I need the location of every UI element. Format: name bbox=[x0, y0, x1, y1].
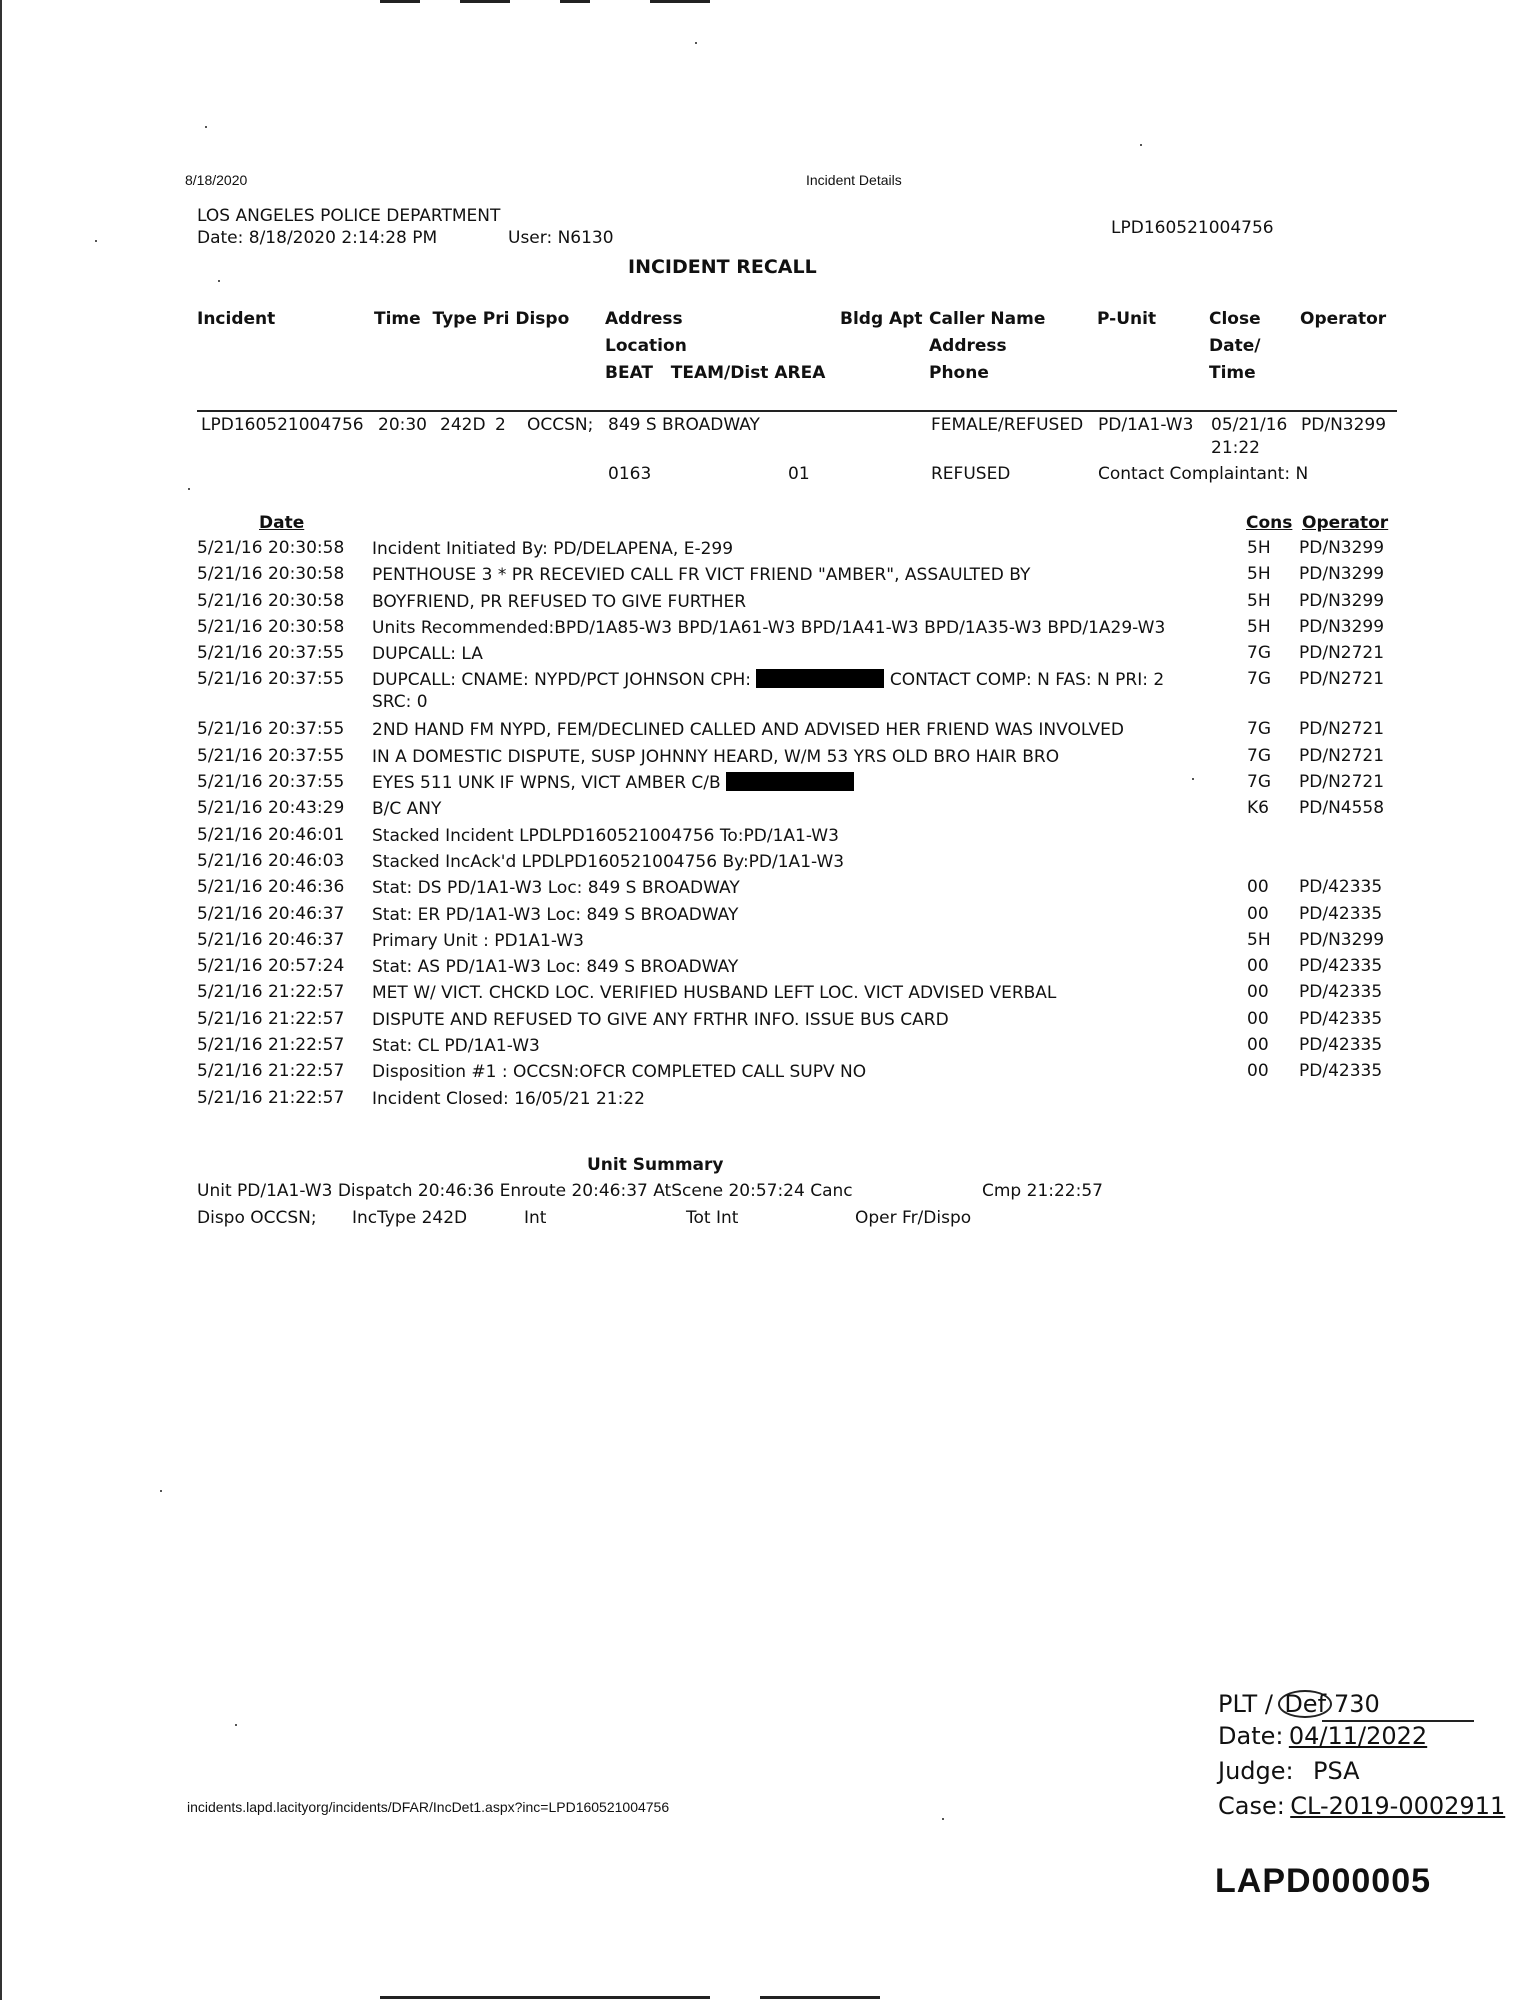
log-cons: 00 bbox=[1247, 903, 1269, 924]
log-operator: PD/N2721 bbox=[1299, 643, 1385, 664]
scan-speck bbox=[695, 42, 697, 44]
log-operator: PD/42335 bbox=[1299, 956, 1383, 977]
log-row bbox=[197, 591, 1397, 617]
log-text-part: DUPCALL: CNAME: NYPD/PCT JOHNSON CPH: bbox=[372, 670, 752, 691]
log-row bbox=[197, 719, 1397, 745]
exhibit-date-label: Date: bbox=[1218, 1722, 1284, 1750]
exhibit-case-label: Case: bbox=[1218, 1792, 1285, 1820]
redaction-bar bbox=[726, 772, 854, 791]
log-row bbox=[197, 930, 1397, 956]
exhibit-stamp bbox=[1218, 1688, 1506, 1825]
row-time: 20:30 bbox=[378, 415, 427, 435]
log-datetime: 5/21/16 21:22:57 bbox=[197, 1008, 345, 1029]
log-cons: 7G bbox=[1247, 772, 1271, 793]
scan-speck bbox=[95, 240, 97, 242]
col-incident: Incident bbox=[197, 309, 276, 329]
unit-summary-inctype: IncType 242D bbox=[352, 1208, 468, 1228]
log-cons: 5H bbox=[1247, 590, 1271, 611]
log-datetime: 5/21/16 21:22:57 bbox=[197, 1087, 345, 1108]
unit-summary-oper: Oper Fr/Dispo bbox=[855, 1208, 972, 1228]
col-close-3: Time bbox=[1209, 363, 1256, 383]
log-datetime: 5/21/16 20:30:58 bbox=[197, 538, 345, 558]
footer-url: incidents.lapd.lacityorg/incidents/DFAR/IncDet1.aspx?inc=LPD160521004756 bbox=[187, 1799, 670, 1815]
log-operator: PD/N3299 bbox=[1299, 564, 1385, 585]
log-operator: PD/42335 bbox=[1299, 982, 1383, 1003]
unit-summary-dispo: Dispo OCCSN; bbox=[197, 1208, 317, 1228]
unit-summary-cmp: Cmp 21:22:57 bbox=[982, 1181, 1103, 1201]
exhibit-judge: PSA bbox=[1313, 1757, 1360, 1785]
exhibit-case: CL-2019-0002911 bbox=[1290, 1792, 1506, 1820]
log-datetime: 5/21/16 20:46:37 bbox=[197, 903, 345, 924]
col-address bbox=[605, 306, 825, 387]
log-operator: PD/N4558 bbox=[1299, 798, 1385, 819]
log-text bbox=[372, 772, 1212, 794]
log-row bbox=[197, 564, 1397, 590]
log-cons: 00 bbox=[1247, 1061, 1269, 1082]
log-row bbox=[197, 669, 1397, 719]
exhibit-judge-line bbox=[1218, 1755, 1468, 1790]
row-punit: PD/1A1-W3 bbox=[1098, 415, 1194, 435]
log-cons: 5H bbox=[1247, 564, 1271, 585]
log-text-part: CONTACT COMP: N FAS: N PRI: 2 bbox=[889, 670, 1165, 691]
exhibit-judge-label: Judge: bbox=[1218, 1757, 1294, 1785]
row-dispo: OCCSN; bbox=[527, 415, 594, 435]
log-operator: PD/N3299 bbox=[1299, 538, 1385, 558]
log-row bbox=[197, 825, 1397, 851]
log-operator: PD/N2721 bbox=[1299, 745, 1385, 766]
col-close-1: Close bbox=[1209, 309, 1261, 329]
department-name: LOS ANGELES POLICE DEPARTMENT bbox=[197, 206, 501, 226]
log-operator: PD/N2721 bbox=[1299, 772, 1385, 793]
log-datetime: 5/21/16 20:37:55 bbox=[197, 719, 345, 740]
scan-speck bbox=[188, 488, 190, 490]
unit-summary-line: Unit PD/1A1-W3 Dispatch 20:46:36 Enroute 20:46:37 AtScene 20:57:24 Canc bbox=[197, 1181, 853, 1201]
scan-speck bbox=[160, 1490, 162, 1492]
log-cons: 5H bbox=[1247, 929, 1271, 950]
exhibit-number: 730 bbox=[1322, 1688, 1474, 1722]
log-cons: 00 bbox=[1247, 982, 1269, 1003]
log-cons: 00 bbox=[1247, 877, 1269, 898]
log-cons: 5H bbox=[1247, 538, 1271, 558]
log-text: MET W/ VICT. CHCKD LOC. VERIFIED HUSBAND LEFT LOC. VICT ADVISED VERBAL bbox=[372, 983, 1057, 1004]
col-address-line: Address bbox=[605, 309, 683, 329]
log-row bbox=[197, 746, 1397, 772]
log-text: Primary Unit : PD1A1-W3 bbox=[372, 930, 584, 951]
log-datetime: 5/21/16 20:46:37 bbox=[197, 929, 345, 950]
log-datetime: 5/21/16 20:37:55 bbox=[197, 745, 345, 766]
log-datetime: 5/21/16 20:46:36 bbox=[197, 877, 345, 898]
unit-summary-title: Unit Summary bbox=[587, 1155, 724, 1175]
exhibit-date-line bbox=[1218, 1720, 1468, 1755]
row-type: 242D bbox=[440, 415, 486, 435]
log-text: DUPCALL: LA bbox=[372, 644, 483, 665]
col-location-line: Location bbox=[605, 336, 687, 356]
log-text: Units Recommended:BPD/1A85-W3 BPD/1A61-W3 BPD/1A41-W3 BPD/1A35-W3 BPD/1A29-W3 bbox=[372, 617, 1166, 638]
log-text: PENTHOUSE 3 * PR RECEVIED CALL FR VICT FRIEND "AMBER", ASSAULTED BY bbox=[372, 565, 1031, 586]
log-text: Stacked Incident LPDLPD160521004756 To:PD/1A1-W3 bbox=[372, 825, 839, 846]
log-datetime: 5/21/16 20:37:55 bbox=[197, 772, 345, 793]
log-datetime: 5/21/16 20:37:55 bbox=[197, 669, 345, 690]
incident-number: LPD160521004756 bbox=[1111, 218, 1274, 238]
report-title: INCIDENT RECALL bbox=[628, 256, 817, 278]
log-text: DISPUTE AND REFUSED TO GIVE ANY FRTHR INFO. ISSUE BUS CARD bbox=[372, 1009, 949, 1030]
scan-speck bbox=[218, 280, 220, 282]
exhibit-plt-line bbox=[1218, 1688, 1468, 1720]
exhibit-def-circled: Def bbox=[1278, 1690, 1332, 1718]
log-operator: PD/N3299 bbox=[1299, 616, 1385, 637]
row-operator: PD/N3299 bbox=[1301, 415, 1387, 435]
log-row bbox=[197, 1035, 1397, 1061]
scan-bottom-mark bbox=[380, 1996, 710, 1999]
log-text: BOYFRIEND, PR REFUSED TO GIVE FURTHER bbox=[372, 591, 747, 612]
exhibit-date: 04/11/2022 bbox=[1288, 1722, 1428, 1750]
log-text: IN A DOMESTIC DISPUTE, SUSP JOHNNY HEARD, W/M 53 YRS OLD BRO HAIR BRO bbox=[372, 746, 1060, 767]
log-datetime: 5/21/16 20:30:58 bbox=[197, 564, 345, 585]
exhibit-plt: PLT / bbox=[1218, 1690, 1273, 1718]
scan-speck bbox=[942, 1818, 944, 1820]
log-row bbox=[197, 877, 1397, 903]
log-operator: PD/N3299 bbox=[1299, 929, 1385, 950]
log-text: Stat: DS PD/1A1-W3 Loc: 849 S BROADWAY bbox=[372, 878, 740, 899]
unit-summary-int: Int bbox=[524, 1208, 547, 1228]
exhibit-case-line bbox=[1218, 1790, 1506, 1825]
log-row bbox=[197, 1088, 1397, 1114]
log-operator: PD/42335 bbox=[1299, 903, 1383, 924]
log-operator: PD/42335 bbox=[1299, 1061, 1383, 1082]
col-time-type: Time Type Pri Dispo bbox=[374, 309, 570, 329]
log-cons: 7G bbox=[1247, 669, 1271, 690]
log-cons: 00 bbox=[1247, 956, 1269, 977]
log-row bbox=[197, 851, 1397, 877]
log-row bbox=[197, 982, 1397, 1008]
log-operator: PD/42335 bbox=[1299, 1035, 1383, 1056]
log-text bbox=[372, 669, 1212, 713]
log-cons: 7G bbox=[1247, 719, 1271, 740]
log-cons: 5H bbox=[1247, 616, 1271, 637]
col-bldg-apt: Bldg Apt bbox=[840, 309, 923, 329]
redaction-bar bbox=[756, 669, 884, 688]
log-text: Incident Closed: 16/05/21 21:22 bbox=[372, 1088, 645, 1109]
header-divider bbox=[197, 410, 1397, 412]
scan-speck bbox=[1140, 144, 1142, 146]
row-incident: LPD160521004756 bbox=[201, 415, 364, 435]
row-area: 01 bbox=[788, 464, 810, 484]
log-row bbox=[197, 1061, 1397, 1087]
col-operator: Operator bbox=[1300, 309, 1387, 329]
log-datetime: 5/21/16 21:22:57 bbox=[197, 1061, 345, 1082]
scan-top-mark bbox=[650, 0, 710, 3]
report-user: User: N6130 bbox=[508, 228, 614, 248]
log-cons: 00 bbox=[1247, 1008, 1269, 1029]
row-pri: 2 bbox=[495, 415, 506, 435]
col-caller bbox=[929, 306, 1045, 387]
print-title: Incident Details bbox=[806, 172, 902, 188]
report-date: Date: 8/18/2020 2:14:28 PM bbox=[197, 228, 438, 248]
scan-speck bbox=[235, 1724, 237, 1726]
log-operator: PD/N2721 bbox=[1299, 669, 1385, 690]
log-header-date: Date bbox=[259, 513, 305, 533]
unit-summary-totint: Tot Int bbox=[686, 1208, 739, 1228]
log-text: Stat: CL PD/1A1-W3 bbox=[372, 1036, 540, 1057]
row-close-time: 21:22 bbox=[1211, 438, 1260, 458]
log-text: Stacked IncAck'd LPDLPD160521004756 By:PD/1A1-W3 bbox=[372, 851, 845, 872]
log-datetime: 5/21/16 20:43:29 bbox=[197, 798, 345, 819]
log-cons: 7G bbox=[1247, 643, 1271, 664]
log-operator: PD/42335 bbox=[1299, 877, 1383, 898]
log-cons: K6 bbox=[1247, 798, 1269, 819]
log-datetime: 5/21/16 20:30:58 bbox=[197, 616, 345, 637]
log-header-cons: Cons bbox=[1246, 513, 1293, 533]
col-beat-line: BEAT TEAM/Dist AREA bbox=[605, 363, 826, 383]
incident-log bbox=[197, 538, 1397, 1114]
col-caller-address: Address bbox=[929, 336, 1007, 356]
log-row bbox=[197, 643, 1397, 669]
row-address: 849 S BROADWAY bbox=[608, 415, 760, 435]
log-text-part: EYES 511 UNK IF WPNS, VICT AMBER C/B bbox=[372, 773, 721, 794]
col-caller-name: Caller Name bbox=[929, 309, 1046, 329]
log-row bbox=[197, 617, 1397, 643]
row-contact: Contact Complaintant: N bbox=[1098, 464, 1309, 484]
log-datetime: 5/21/16 21:22:57 bbox=[197, 1035, 345, 1056]
log-text: Stat: AS PD/1A1-W3 Loc: 849 S BROADWAY bbox=[372, 957, 739, 978]
log-row bbox=[197, 538, 1397, 564]
log-cons: 7G bbox=[1247, 745, 1271, 766]
log-datetime: 5/21/16 20:46:01 bbox=[197, 824, 345, 845]
col-caller-phone: Phone bbox=[929, 363, 989, 383]
log-datetime: 5/21/16 20:46:03 bbox=[197, 850, 345, 871]
log-text: Disposition #1 : OCCSN:OFCR COMPLETED CALL SUPV NO bbox=[372, 1062, 867, 1083]
log-row bbox=[197, 904, 1397, 930]
log-operator: PD/N3299 bbox=[1299, 590, 1385, 611]
scan-speck bbox=[205, 126, 207, 128]
log-datetime: 5/21/16 20:57:24 bbox=[197, 956, 345, 977]
print-date: 8/18/2020 bbox=[185, 172, 248, 188]
row-beat: 0163 bbox=[608, 464, 652, 484]
log-row bbox=[197, 1009, 1397, 1035]
log-text: 2ND HAND FM NYPD, FEM/DECLINED CALLED AND ADVISED HER FRIEND WAS INVOLVED bbox=[372, 720, 1124, 741]
col-punit: P-Unit bbox=[1097, 309, 1157, 329]
log-header-operator: Operator bbox=[1302, 513, 1389, 533]
log-operator: PD/N2721 bbox=[1299, 719, 1385, 740]
log-datetime: 5/21/16 21:22:57 bbox=[197, 982, 345, 1003]
col-close bbox=[1209, 306, 1261, 387]
row-phone: REFUSED bbox=[931, 464, 1011, 484]
log-text-part: SRC: 0 bbox=[372, 692, 428, 713]
log-text: B/C ANY bbox=[372, 799, 442, 820]
log-datetime: 5/21/16 20:37:55 bbox=[197, 643, 345, 664]
scan-top-mark bbox=[380, 0, 420, 3]
log-cons: 00 bbox=[1247, 1035, 1269, 1056]
row-close-date: 05/21/16 bbox=[1211, 415, 1288, 435]
col-close-2: Date/ bbox=[1209, 336, 1261, 356]
scan-top-mark bbox=[460, 0, 510, 3]
log-datetime: 5/21/16 20:30:58 bbox=[197, 590, 345, 611]
scan-top-mark bbox=[560, 0, 590, 3]
scan-speck bbox=[1192, 778, 1194, 780]
log-row bbox=[197, 956, 1397, 982]
log-row bbox=[197, 798, 1397, 824]
log-operator: PD/42335 bbox=[1299, 1008, 1383, 1029]
log-row bbox=[197, 772, 1397, 798]
scan-left-edge bbox=[0, 0, 2, 2000]
row-caller: FEMALE/REFUSED bbox=[931, 415, 1084, 435]
log-text: Incident Initiated By: PD/DELAPENA, E-299 bbox=[372, 539, 734, 559]
log-text: Stat: ER PD/1A1-W3 Loc: 849 S BROADWAY bbox=[372, 904, 739, 925]
bates-number: LAPD000005 bbox=[1215, 1862, 1432, 1900]
scan-bottom-mark bbox=[760, 1996, 880, 1999]
